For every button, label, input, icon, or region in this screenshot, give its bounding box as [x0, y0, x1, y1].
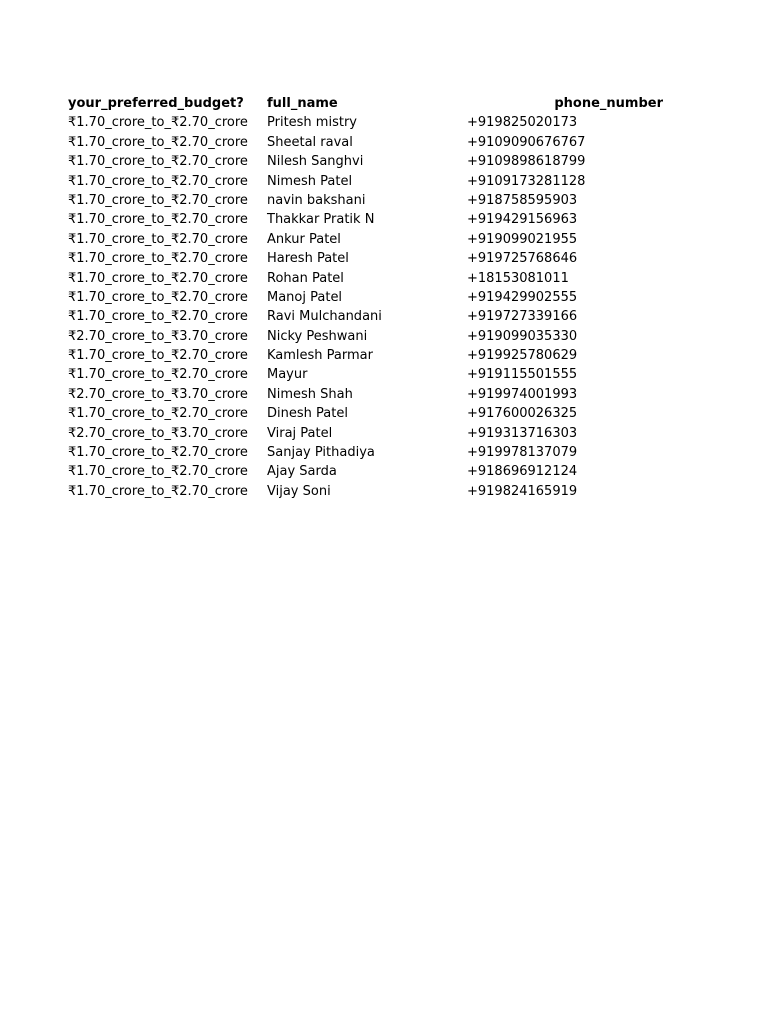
cell-budget: ₹1.70_crore_to_₹2.70_crore — [68, 483, 248, 499]
cell-budget: ₹1.70_crore_to_₹2.70_crore — [68, 270, 248, 286]
table-row — [68, 365, 708, 384]
cell-full-name: Manoj Patel — [267, 289, 343, 305]
cell-full-name: Kamlesh Parmar — [267, 348, 373, 364]
table-row — [68, 327, 708, 346]
cell-budget: ₹2.70_crore_to_₹3.70_crore — [68, 425, 248, 441]
cell-budget: ₹1.70_crore_to_₹2.70_crore — [68, 212, 248, 228]
data-table — [68, 94, 708, 501]
cell-phone-number: +919725768646 — [467, 251, 578, 267]
header-full-name: full_name — [267, 96, 338, 111]
cell-phone-number: +919925780629 — [467, 348, 578, 364]
cell-budget: ₹1.70_crore_to_₹2.70_crore — [68, 464, 248, 480]
table-row — [68, 443, 708, 462]
cell-full-name: Sheetal raval — [267, 134, 353, 150]
cell-budget: ₹1.70_crore_to_₹2.70_crore — [68, 173, 248, 189]
cell-full-name: Nilesh Sanghvi — [267, 154, 364, 170]
header-phone-number: phone_number — [554, 96, 663, 111]
cell-phone-number: +919099021955 — [467, 231, 578, 247]
cell-phone-number: +917600026325 — [467, 406, 578, 422]
table-row — [68, 113, 708, 132]
cell-full-name: Dinesh Patel — [267, 406, 348, 422]
cell-full-name: Thakkar Pratik N — [267, 212, 375, 228]
cell-budget: ₹1.70_crore_to_₹2.70_crore — [68, 289, 248, 305]
cell-phone-number: +918758595903 — [467, 192, 578, 208]
cell-full-name: navin bakshani — [267, 192, 366, 208]
cell-budget: ₹1.70_crore_to_₹2.70_crore — [68, 406, 248, 422]
table-row — [68, 307, 708, 326]
cell-phone-number: +919429156963 — [467, 212, 578, 228]
table-row — [68, 462, 708, 481]
table-row — [68, 133, 708, 152]
cell-phone-number: +9109173281128 — [467, 173, 586, 189]
cell-budget: ₹1.70_crore_to_₹2.70_crore — [68, 367, 248, 383]
table-row — [68, 346, 708, 365]
cell-phone-number: +919115501555 — [467, 367, 578, 383]
cell-budget: ₹1.70_crore_to_₹2.70_crore — [68, 115, 248, 131]
cell-full-name: Haresh Patel — [267, 251, 349, 267]
cell-phone-number: +9109090676767 — [467, 134, 586, 150]
table-row — [68, 424, 708, 443]
table-row — [68, 269, 708, 288]
cell-full-name: Pritesh mistry — [267, 115, 357, 131]
header-budget: your_preferred_budget? — [68, 96, 244, 111]
table-row — [68, 385, 708, 404]
table-row — [68, 482, 708, 501]
cell-phone-number: +919974001993 — [467, 386, 578, 402]
table-row — [68, 288, 708, 307]
cell-full-name: Mayur — [267, 367, 308, 383]
cell-phone-number: +919825020173 — [467, 115, 578, 131]
table-row — [68, 249, 708, 268]
cell-full-name: Sanjay Pithadiya — [267, 445, 375, 461]
cell-budget: ₹1.70_crore_to_₹2.70_crore — [68, 445, 248, 461]
cell-phone-number: +9109898618799 — [467, 154, 586, 170]
table-header-row — [68, 94, 708, 113]
cell-budget: ₹1.70_crore_to_₹2.70_crore — [68, 251, 248, 267]
cell-phone-number: +919429902555 — [467, 289, 578, 305]
cell-budget: ₹2.70_crore_to_₹3.70_crore — [68, 328, 248, 344]
table-row — [68, 172, 708, 191]
cell-full-name: Nicky Peshwani — [267, 328, 368, 344]
cell-budget: ₹1.70_crore_to_₹2.70_crore — [68, 154, 248, 170]
cell-phone-number: +919313716303 — [467, 425, 578, 441]
cell-full-name: Ankur Patel — [267, 231, 341, 247]
cell-phone-number: +919099035330 — [467, 328, 578, 344]
cell-full-name: Rohan Patel — [267, 270, 344, 286]
cell-budget: ₹2.70_crore_to_₹3.70_crore — [68, 386, 248, 402]
table-row — [68, 210, 708, 229]
cell-budget: ₹1.70_crore_to_₹2.70_crore — [68, 348, 248, 364]
cell-phone-number: +919824165919 — [467, 483, 578, 499]
cell-budget: ₹1.70_crore_to_₹2.70_crore — [68, 309, 248, 325]
cell-full-name: Ravi Mulchandani — [267, 309, 382, 325]
cell-budget: ₹1.70_crore_to_₹2.70_crore — [68, 192, 248, 208]
cell-budget: ₹1.70_crore_to_₹2.70_crore — [68, 134, 248, 150]
cell-phone-number: +919978137079 — [467, 445, 578, 461]
table-row — [68, 152, 708, 171]
cell-full-name: Ajay Sarda — [267, 464, 337, 480]
table-row — [68, 230, 708, 249]
cell-phone-number: +918696912124 — [467, 464, 578, 480]
cell-budget: ₹1.70_crore_to_₹2.70_crore — [68, 231, 248, 247]
cell-phone-number: +18153081011 — [467, 270, 569, 286]
table-row — [68, 191, 708, 210]
cell-full-name: Nimesh Patel — [267, 173, 353, 189]
table-row — [68, 404, 708, 423]
cell-phone-number: +919727339166 — [467, 309, 578, 325]
cell-full-name: Viraj Patel — [267, 425, 333, 441]
cell-full-name: Nimesh Shah — [267, 386, 353, 402]
cell-full-name: Vijay Soni — [267, 483, 331, 499]
